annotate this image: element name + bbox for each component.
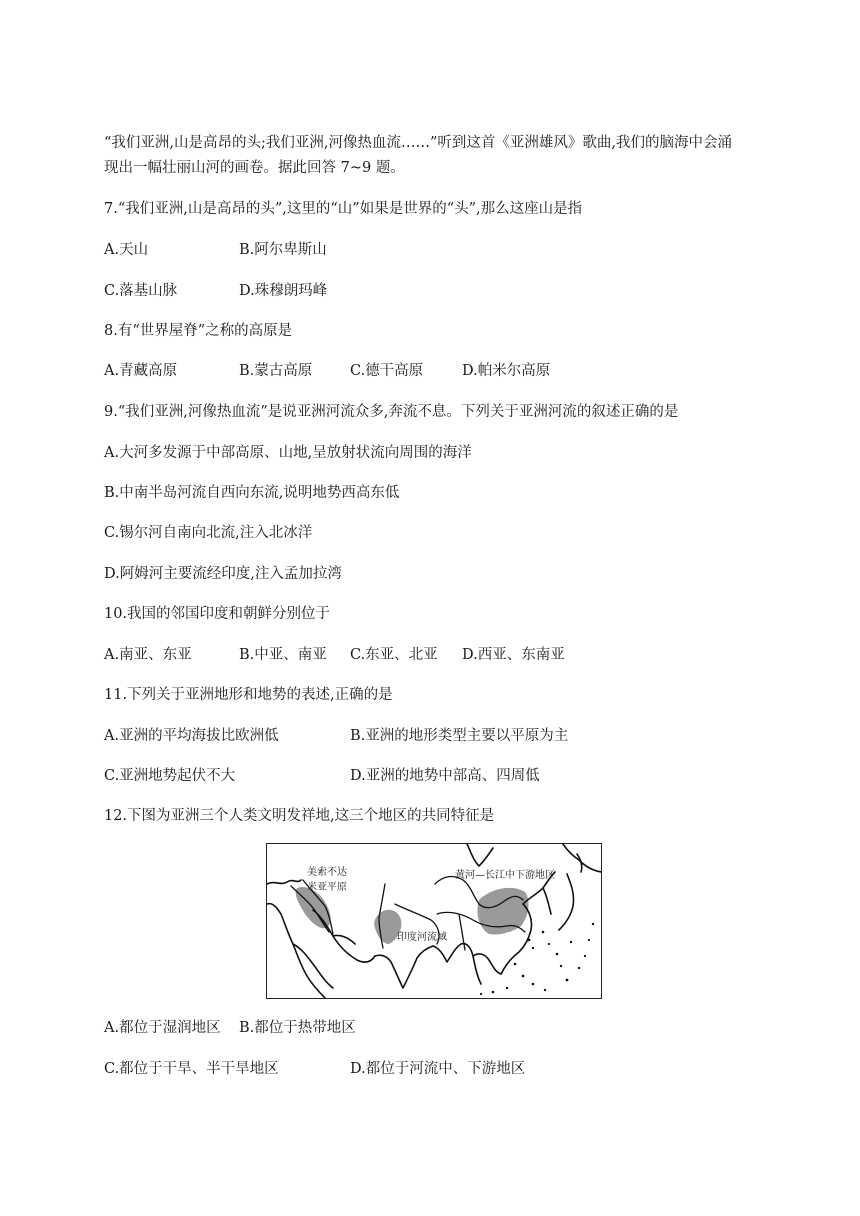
question-9-option-c[interactable]: C.锡尔河自南向北流,注入北冰洋	[104, 525, 313, 541]
question-12-option-b[interactable]: B.都位于热带地区	[239, 1020, 356, 1036]
question-8-option-b[interactable]: B.蒙古高原	[239, 363, 313, 379]
label-mesopotamia-1: 美索不达	[307, 867, 347, 878]
asia-civilizations-map	[266, 843, 602, 999]
question-8-option-a[interactable]: A.青藏高原	[104, 363, 178, 379]
question-9-option-b[interactable]: B.中南半岛河流自西向东流,说明地势西高东低	[104, 485, 400, 501]
intro-line-1: “我们亚洲,山是高昂的头;我们亚洲,河像热血流……”听到这首《亚洲雄风》歌曲,我们的脑海中会涌	[104, 135, 733, 151]
label-indus: 印度河流域	[397, 932, 447, 943]
question-7-option-c[interactable]: C.落基山脉	[104, 283, 178, 299]
question-7-option-a[interactable]: A.天山	[104, 242, 149, 258]
question-10-option-c[interactable]: C.东亚、北亚	[350, 647, 438, 663]
label-mesopotamia-2: 米亚平原	[307, 882, 347, 893]
question-7-option-d[interactable]: D.珠穆朗玛峰	[239, 283, 328, 299]
yellow-yangtze-region	[477, 888, 528, 935]
question-12-option-d[interactable]: D.都位于河流中、下游地区	[350, 1061, 526, 1077]
label-yellow-yangtze: 黄河—长江中下游地区	[455, 870, 555, 881]
question-11-option-d[interactable]: D.亚洲的地势中部高、四周低	[350, 768, 540, 784]
question-8-option-d[interactable]: D.帕米尔高原	[462, 363, 551, 379]
question-9-stem: 9.“我们亚洲,河像热血流”是说亚洲河流众多,奔流不息。下列关于亚洲河流的叙述正确的是	[104, 404, 679, 420]
question-8-option-c[interactable]: C.德干高原	[350, 363, 424, 379]
question-11-option-b[interactable]: B.亚洲的地形类型主要以平原为主	[350, 728, 569, 744]
question-10-stem: 10.我国的邻国印度和朝鲜分别位于	[104, 606, 331, 622]
question-10-option-d[interactable]: D.西亚、东南亚	[462, 647, 565, 663]
question-12-stem: 12.下图为亚洲三个人类文明发祥地,这三个地区的共同特征是	[104, 808, 495, 824]
question-10-option-a[interactable]: A.南亚、东亚	[104, 647, 192, 663]
question-9-option-a[interactable]: A.大河多发源于中部高原、山地,呈放射状流向周围的海洋	[104, 445, 472, 461]
intro-line-2: 现出一幅壮丽山河的画卷。据此回答 7~9 题。	[104, 160, 405, 176]
question-11-option-a[interactable]: A.亚洲的平均海拔比欧洲低	[104, 728, 279, 744]
question-9-option-d[interactable]: D.阿姆河主要流经印度,注入孟加拉湾	[104, 566, 342, 582]
question-11-option-c[interactable]: C.亚洲地势起伏不大	[104, 768, 236, 784]
question-11-stem: 11.下列关于亚洲地形和地势的表述,正确的是	[104, 687, 393, 703]
question-12-option-c[interactable]: C.都位于干旱、半干旱地区	[104, 1061, 279, 1077]
question-8-stem: 8.有“世界屋脊”之称的高原是	[104, 323, 293, 339]
question-10-option-b[interactable]: B.中亚、南亚	[239, 647, 327, 663]
question-7-stem: 7.“我们亚洲,山是高昂的头”,这里的“山”如果是世界的“头”,那么这座山是指	[104, 201, 583, 217]
question-7-option-b[interactable]: B.阿尔卑斯山	[239, 242, 327, 258]
question-12-option-a[interactable]: A.都位于湿润地区	[104, 1020, 221, 1036]
